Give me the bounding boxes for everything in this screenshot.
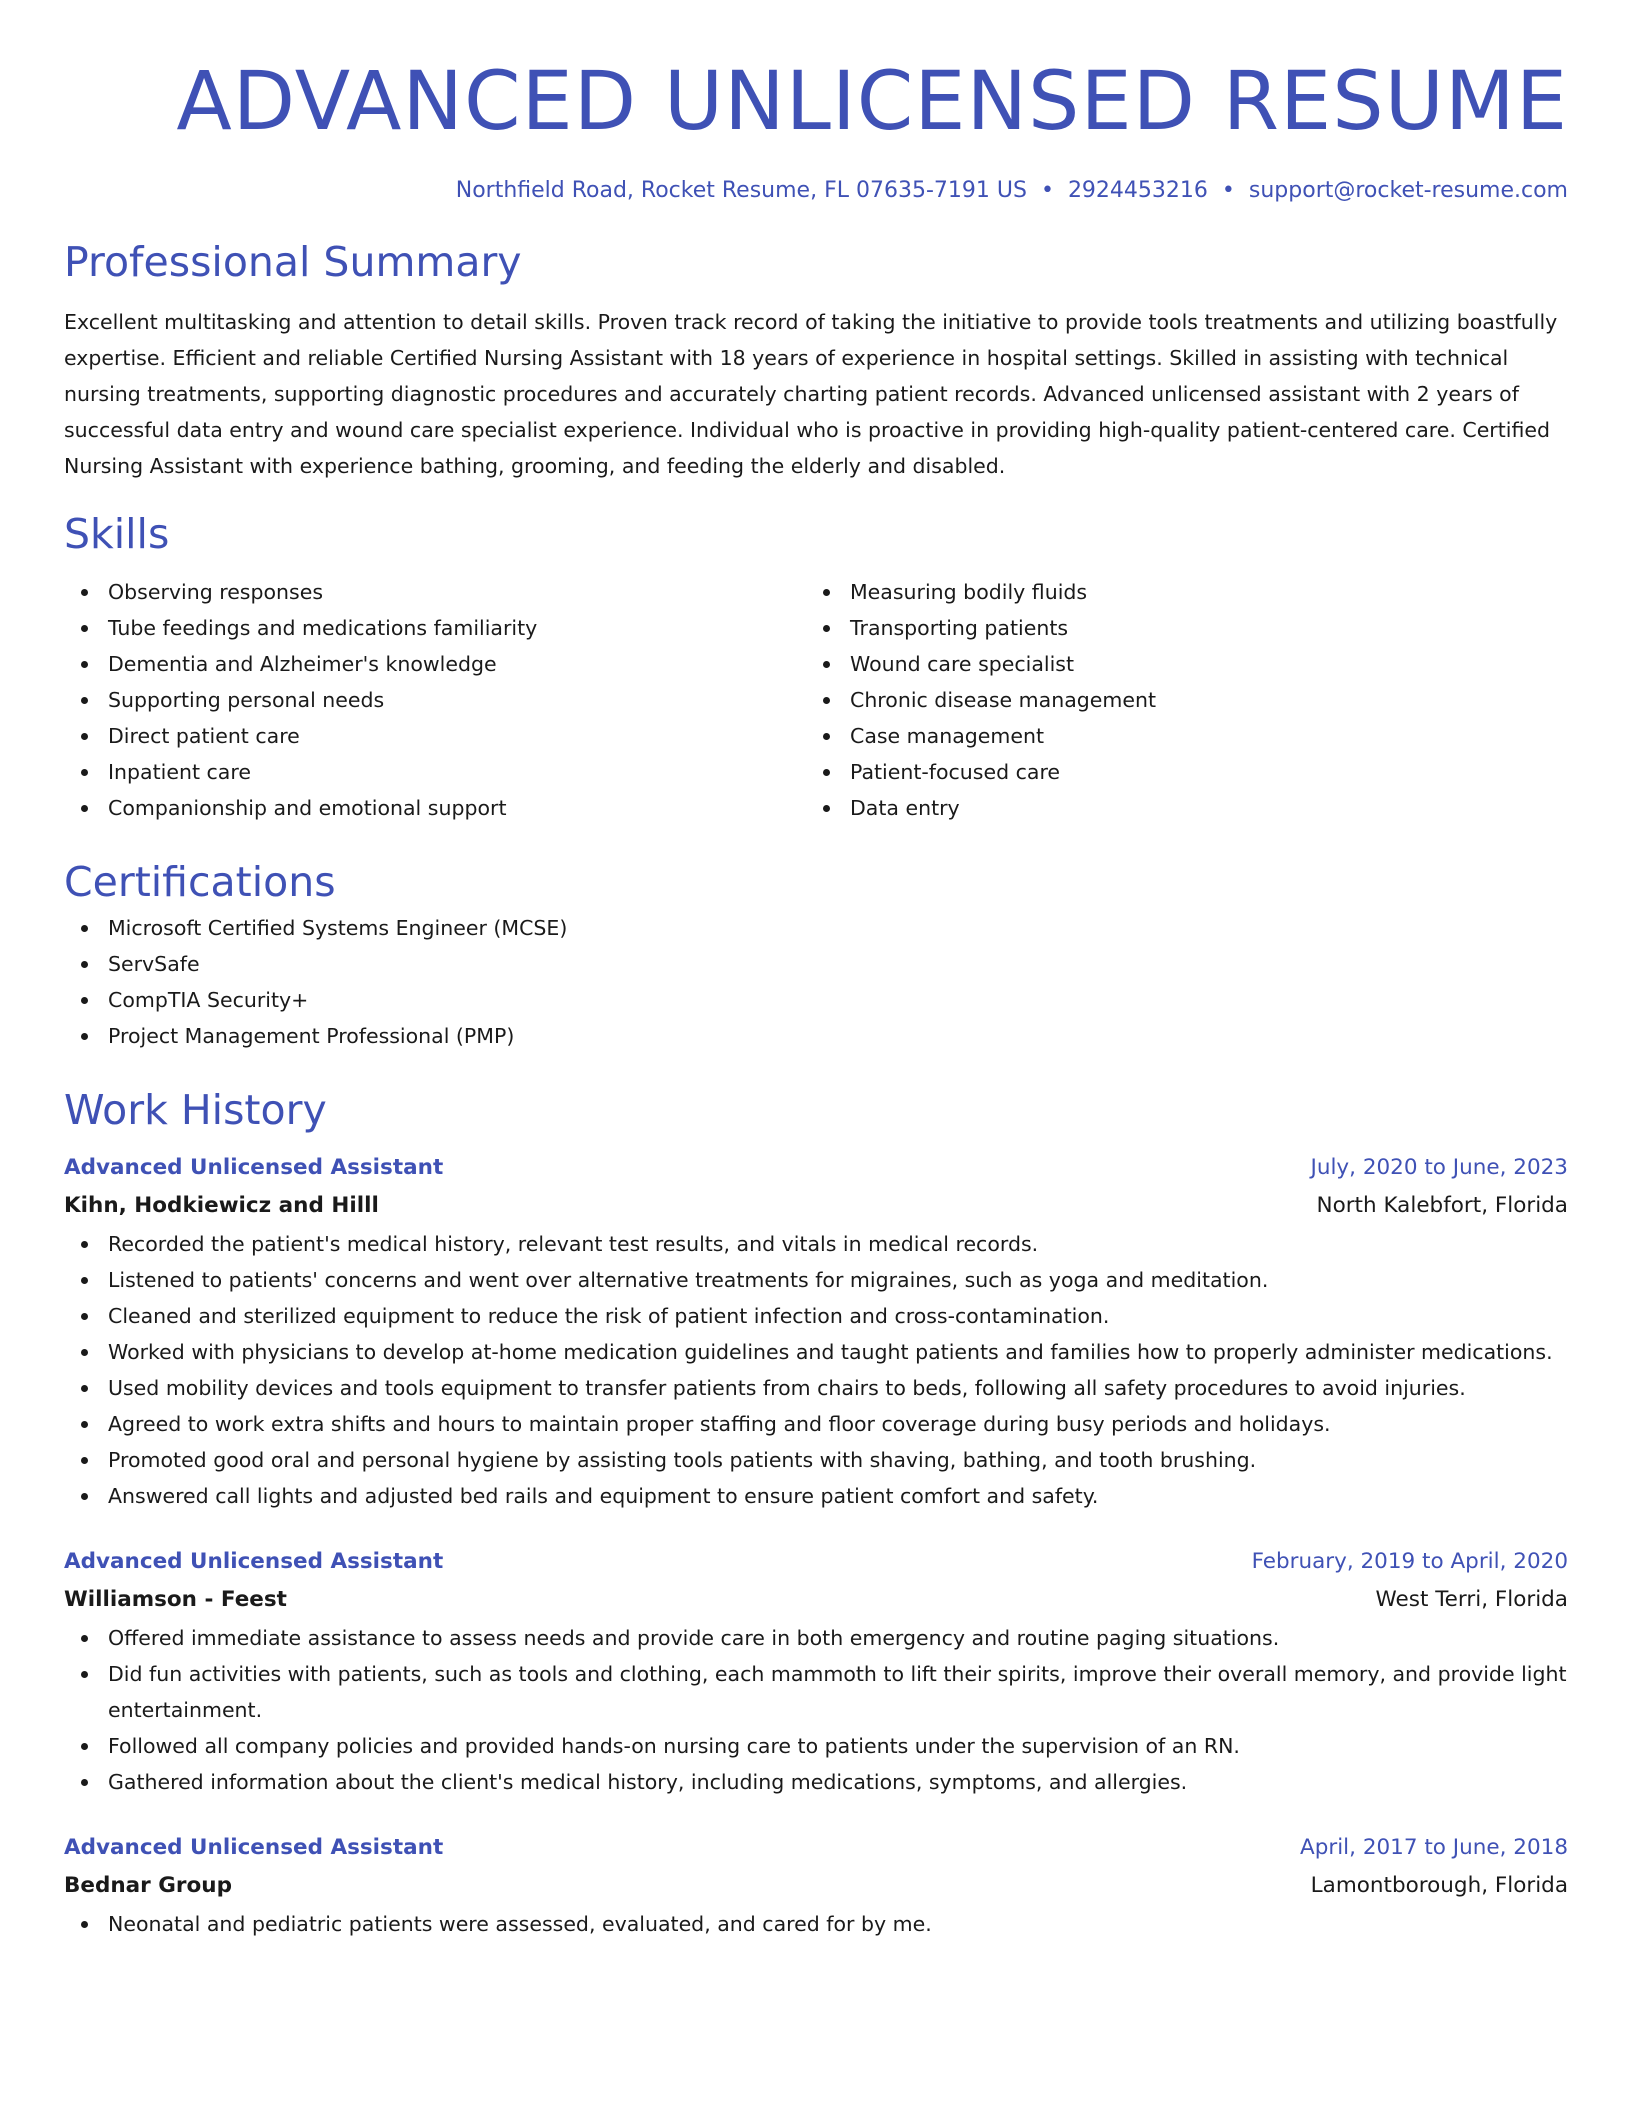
skill-item: Supporting personal needs — [64, 682, 806, 718]
skills-heading: Skills — [64, 510, 170, 558]
job-duty: Offered immediate assistance to assess needs and provide care in both emergency and routine paging situations. — [64, 1620, 1568, 1656]
skills-grid — [64, 574, 1568, 826]
work-history-heading: Work History — [64, 1086, 327, 1134]
job-dates: July, 2020 to June, 2023 — [1310, 1155, 1568, 1180]
job-location: Lamontborough, Florida — [1310, 1873, 1568, 1898]
skill-item: Wound care specialist — [806, 646, 1548, 682]
job-dates: April, 2017 to June, 2018 — [1300, 1835, 1568, 1860]
job-duty: Listened to patients' concerns and went over alternative treatments for migraines, such as yoga and meditation. — [64, 1262, 1568, 1298]
job-duty: Worked with physicians to develop at-home medication guidelines and taught patients and families how to properly administer medications. — [64, 1334, 1568, 1370]
job-duty: Answered call lights and adjusted bed rails and equipment to ensure patient comfort and safety. — [64, 1478, 1568, 1514]
job-duty: Recorded the patient's medical history, relevant test results, and vitals in medical records. — [64, 1226, 1568, 1262]
skill-item: Transporting patients — [806, 610, 1548, 646]
job-company: Bednar Group — [64, 1873, 232, 1898]
skill-item: Direct patient care — [64, 718, 806, 754]
skill-item: Data entry — [806, 790, 1548, 826]
resume-title: ADVANCED UNLICENSED RESUME — [176, 55, 1568, 149]
certification-item: ServSafe — [64, 946, 1568, 982]
job-duty: Agreed to work extra shifts and hours to maintain proper staffing and floor coverage during busy periods and holidays. — [64, 1406, 1568, 1442]
job-duty: Cleaned and sterilized equipment to reduce the risk of patient infection and cross-contamination. — [64, 1298, 1568, 1334]
job-duties-list — [64, 1620, 1568, 1800]
summary-heading: Professional Summary — [64, 238, 522, 286]
job-company: Williamson - Feest — [64, 1587, 287, 1612]
job-header-row — [64, 1544, 1568, 1580]
job-employer-row — [64, 1580, 1568, 1620]
job-duty: Gathered information about the client's medical history, including medications, symptoms, and allergies. — [64, 1764, 1568, 1800]
skills-list-right — [806, 574, 1548, 826]
job-entry — [64, 1150, 1568, 1514]
job-title: Advanced Unlicensed Assistant — [64, 1549, 444, 1574]
job-dates: February, 2019 to April, 2020 — [1251, 1549, 1568, 1574]
skill-item: Patient-focused care — [806, 754, 1548, 790]
certifications-heading: Certifications — [64, 858, 336, 906]
job-duty: Promoted good oral and personal hygiene by assisting tools patients with shaving, bathing, and tooth brushing. — [64, 1442, 1568, 1478]
job-entry — [64, 1830, 1568, 1942]
skill-item: Dementia and Alzheimer's knowledge — [64, 646, 806, 682]
job-duties-list — [64, 1906, 1568, 1942]
skill-item: Companionship and emotional support — [64, 790, 806, 826]
skill-item: Observing responses — [64, 574, 806, 610]
job-employer-row — [64, 1866, 1568, 1906]
skills-list-left — [64, 574, 806, 826]
job-duty: Followed all company policies and provided hands-on nursing care to patients under the supervision of an RN. — [64, 1728, 1568, 1764]
contact-phone: 2924453216 — [1067, 178, 1208, 203]
summary-text: Excellent multitasking and attention to detail skills. Proven track record of taking the initiative to provide tools treatments and utilizing boastfully expertise. Efficient and reliable Certified Nursing Assistant with 18 years of experience in hospital settings. Skilled in assisting with technical nursing treatments, supporting diagnostic procedures and accurately charting patient records. Advanced unlicensed assistant with 2 years of successful data entry and wound care specialist experience. Individual who is proactive in providing high-quality patient-centered care. Certified Nursing Assistant with experience bathing, grooming, and feeding the elderly and disabled. — [64, 310, 1558, 478]
job-header-row — [64, 1830, 1568, 1866]
skills-column-right — [806, 574, 1548, 826]
contact-email-link[interactable]: support@rocket-resume.com — [1248, 178, 1568, 203]
job-company: Kihn, Hodkiewicz and Hilll — [64, 1193, 379, 1218]
job-duty: Used mobility devices and tools equipment to transfer patients from chairs to beds, following all safety procedures to avoid injuries. — [64, 1370, 1568, 1406]
job-header-row — [64, 1150, 1568, 1186]
job-duties-list — [64, 1226, 1568, 1514]
job-duty: Neonatal and pediatric patients were assessed, evaluated, and cared for by me. — [64, 1906, 1568, 1942]
skill-item: Chronic disease management — [806, 682, 1548, 718]
job-location: North Kalebfort, Florida — [1316, 1193, 1568, 1218]
certification-item: CompTIA Security+ — [64, 982, 1568, 1018]
job-title: Advanced Unlicensed Assistant — [64, 1835, 444, 1860]
job-employer-row — [64, 1186, 1568, 1226]
resume-page — [64, 0, 1568, 1942]
skill-item: Case management — [806, 718, 1548, 754]
skill-item: Measuring bodily fluids — [806, 574, 1548, 610]
skill-item: Tube feedings and medications familiarity — [64, 610, 806, 646]
certifications-list — [64, 910, 1568, 1054]
contact-line — [64, 176, 1568, 206]
skills-column-left — [64, 574, 806, 826]
contact-address: Northfield Road, Rocket Resume, FL 07635-7191 US — [455, 178, 1027, 203]
certification-item: Microsoft Certified Systems Engineer (MCSE) — [64, 910, 1568, 946]
contact-separator: • — [1040, 178, 1054, 203]
job-duty: Did fun activities with patients, such as tools and clothing, each mammoth to lift their spirits, improve their overall memory, and provide light entertainment. — [64, 1656, 1568, 1728]
skill-item: Inpatient care — [64, 754, 806, 790]
job-title: Advanced Unlicensed Assistant — [64, 1155, 444, 1180]
contact-separator: • — [1221, 178, 1235, 203]
job-location: West Terri, Florida — [1375, 1587, 1568, 1612]
certification-item: Project Management Professional (PMP) — [64, 1018, 1568, 1054]
job-entry — [64, 1544, 1568, 1800]
